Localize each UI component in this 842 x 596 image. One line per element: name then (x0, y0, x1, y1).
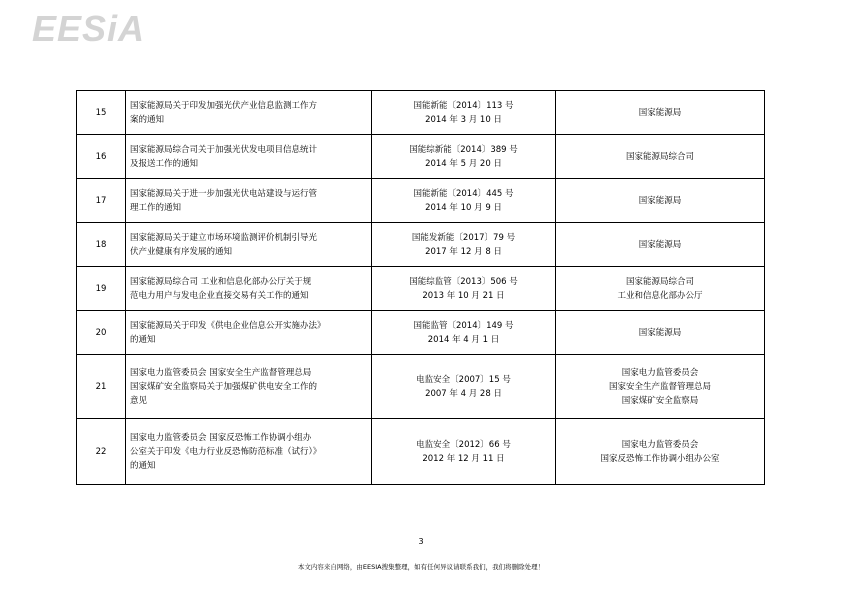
row-number: 17 (77, 179, 126, 223)
document-title-line: 国家能源局关于印发加强光伏产业信息监测工作方 (130, 100, 318, 111)
issuing-authority-line: 国家电力监管委员会 (621, 439, 699, 450)
document-title-line: 的通知 (130, 460, 156, 471)
document-title (126, 419, 372, 485)
issuing-authority (556, 135, 765, 179)
document-title-line: 及报送工作的通知 (130, 158, 199, 169)
issuing-authority (556, 267, 765, 311)
document-title-line: 伏产业健康有序发展的通知 (130, 246, 233, 257)
document-title (126, 311, 372, 355)
issuing-authority-line: 国家能源局 (638, 327, 682, 338)
document-title (126, 223, 372, 267)
document-title-line: 范电力用户与发电企业直接交易有关工作的通知 (130, 290, 309, 301)
row-number: 19 (77, 267, 126, 311)
issuing-authority (556, 223, 765, 267)
issuing-authority-line: 国家反恐怖工作协调小组办公室 (600, 453, 720, 464)
issue-date: 2013 年 10 月 21 日 (422, 290, 505, 301)
document-title (126, 179, 372, 223)
document-number-cell (372, 355, 556, 419)
document-title-line: 国家能源局综合司关于加强光伏发电项目信息统计 (130, 144, 318, 155)
document-number: 国能综新能〔2014〕389 号 (409, 144, 518, 155)
document-title-line: 国家电力监管委员会 国家安全生产监督管理总局 (130, 367, 312, 378)
document-number: 国能新能〔2014〕445 号 (413, 188, 514, 199)
issuing-authority-line: 国家电力监管委员会 (621, 367, 699, 378)
document-number: 国能新能〔2014〕113 号 (413, 100, 514, 111)
document-title-line: 案的通知 (130, 114, 165, 125)
document-title-line: 国家能源局关于建立市场环境监测评价机制引导光 (130, 232, 318, 243)
document-title-line: 意见 (130, 395, 148, 406)
document-number-cell (372, 419, 556, 485)
table-row (77, 91, 765, 135)
issue-date: 2012 年 12 月 11 日 (422, 453, 505, 464)
document-number-cell (372, 311, 556, 355)
footer-disclaimer: 本文内容来自网络，由EESIA搜集整理，如有任何异议请联系我们，我们将删除处理！ (297, 563, 545, 571)
document-number-cell (372, 179, 556, 223)
document-title-line: 国家能源局关于进一步加强光伏电站建设与运行管 (130, 188, 318, 199)
document-title (126, 135, 372, 179)
issuing-authority-line: 国家煤矿安全监察局 (621, 395, 699, 406)
row-number: 15 (77, 91, 126, 135)
issuing-authority (556, 311, 765, 355)
document-number-cell (372, 223, 556, 267)
document-title-line: 的通知 (130, 334, 156, 345)
document-title (126, 355, 372, 419)
issuing-authority (556, 179, 765, 223)
document-title-line: 国家能源局关于印发《供电企业信息公开实施办法》 (130, 320, 326, 331)
issue-date: 2014 年 10 月 9 日 (425, 202, 502, 213)
table-row (77, 267, 765, 311)
issuing-authority-line: 工业和信息化部办公厅 (617, 290, 703, 301)
row-number: 21 (77, 355, 126, 419)
document-number: 国能监管〔2014〕149 号 (413, 320, 514, 331)
issuing-authority-line: 国家能源局 (638, 195, 682, 206)
table-row (77, 179, 765, 223)
document-number-cell (372, 135, 556, 179)
issuing-authority (556, 355, 765, 419)
issue-date: 2007 年 4 月 28 日 (425, 388, 502, 399)
table-row (77, 311, 765, 355)
policy-table (76, 90, 765, 485)
row-number: 20 (77, 311, 126, 355)
issue-date: 2017 年 12 月 8 日 (425, 246, 502, 257)
document-title-line: 国家能源局综合司 工业和信息化部办公厅关于规 (130, 276, 312, 287)
row-number: 22 (77, 419, 126, 485)
issuing-authority-line: 国家安全生产监督管理总局 (608, 381, 711, 392)
document-title (126, 267, 372, 311)
issuing-authority-line: 国家能源局综合司 (625, 276, 694, 287)
table-row (77, 135, 765, 179)
document-title-line: 理工作的通知 (130, 202, 182, 213)
document-number-cell (372, 91, 556, 135)
document-title-line: 国家煤矿安全监察局关于加强煤矿供电安全工作的 (130, 381, 318, 392)
issuing-authority-line: 国家能源局 (638, 239, 682, 250)
row-number: 18 (77, 223, 126, 267)
issuing-authority-line: 国家能源局综合司 (625, 151, 694, 162)
table-row (77, 223, 765, 267)
document-title-line: 公室关于印发《电力行业反恐怖防范标准（试行）》 (130, 446, 322, 457)
issuing-authority (556, 91, 765, 135)
document-number-cell (372, 267, 556, 311)
document-number: 国能发新能〔2017〕79 号 (411, 232, 516, 243)
eesia-logo: EESiA (32, 8, 146, 49)
document-number: 国能综监管〔2013〕506 号 (409, 276, 518, 287)
document-number: 电监安全〔2012〕66 号 (416, 439, 511, 450)
issuing-authority-line: 国家能源局 (638, 107, 682, 118)
issue-date: 2014 年 4 月 1 日 (427, 334, 500, 345)
table-row (77, 419, 765, 485)
table-row (77, 355, 765, 419)
document-number: 电监安全〔2007〕15 号 (416, 374, 511, 385)
issue-date: 2014 年 5 月 20 日 (425, 158, 502, 169)
issuing-authority (556, 419, 765, 485)
document-title (126, 91, 372, 135)
document-title-line: 国家电力监管委员会 国家反恐怖工作协调小组办 (130, 432, 312, 443)
issue-date: 2014 年 3 月 10 日 (425, 114, 502, 125)
row-number: 16 (77, 135, 126, 179)
page-number: 3 (418, 537, 424, 546)
